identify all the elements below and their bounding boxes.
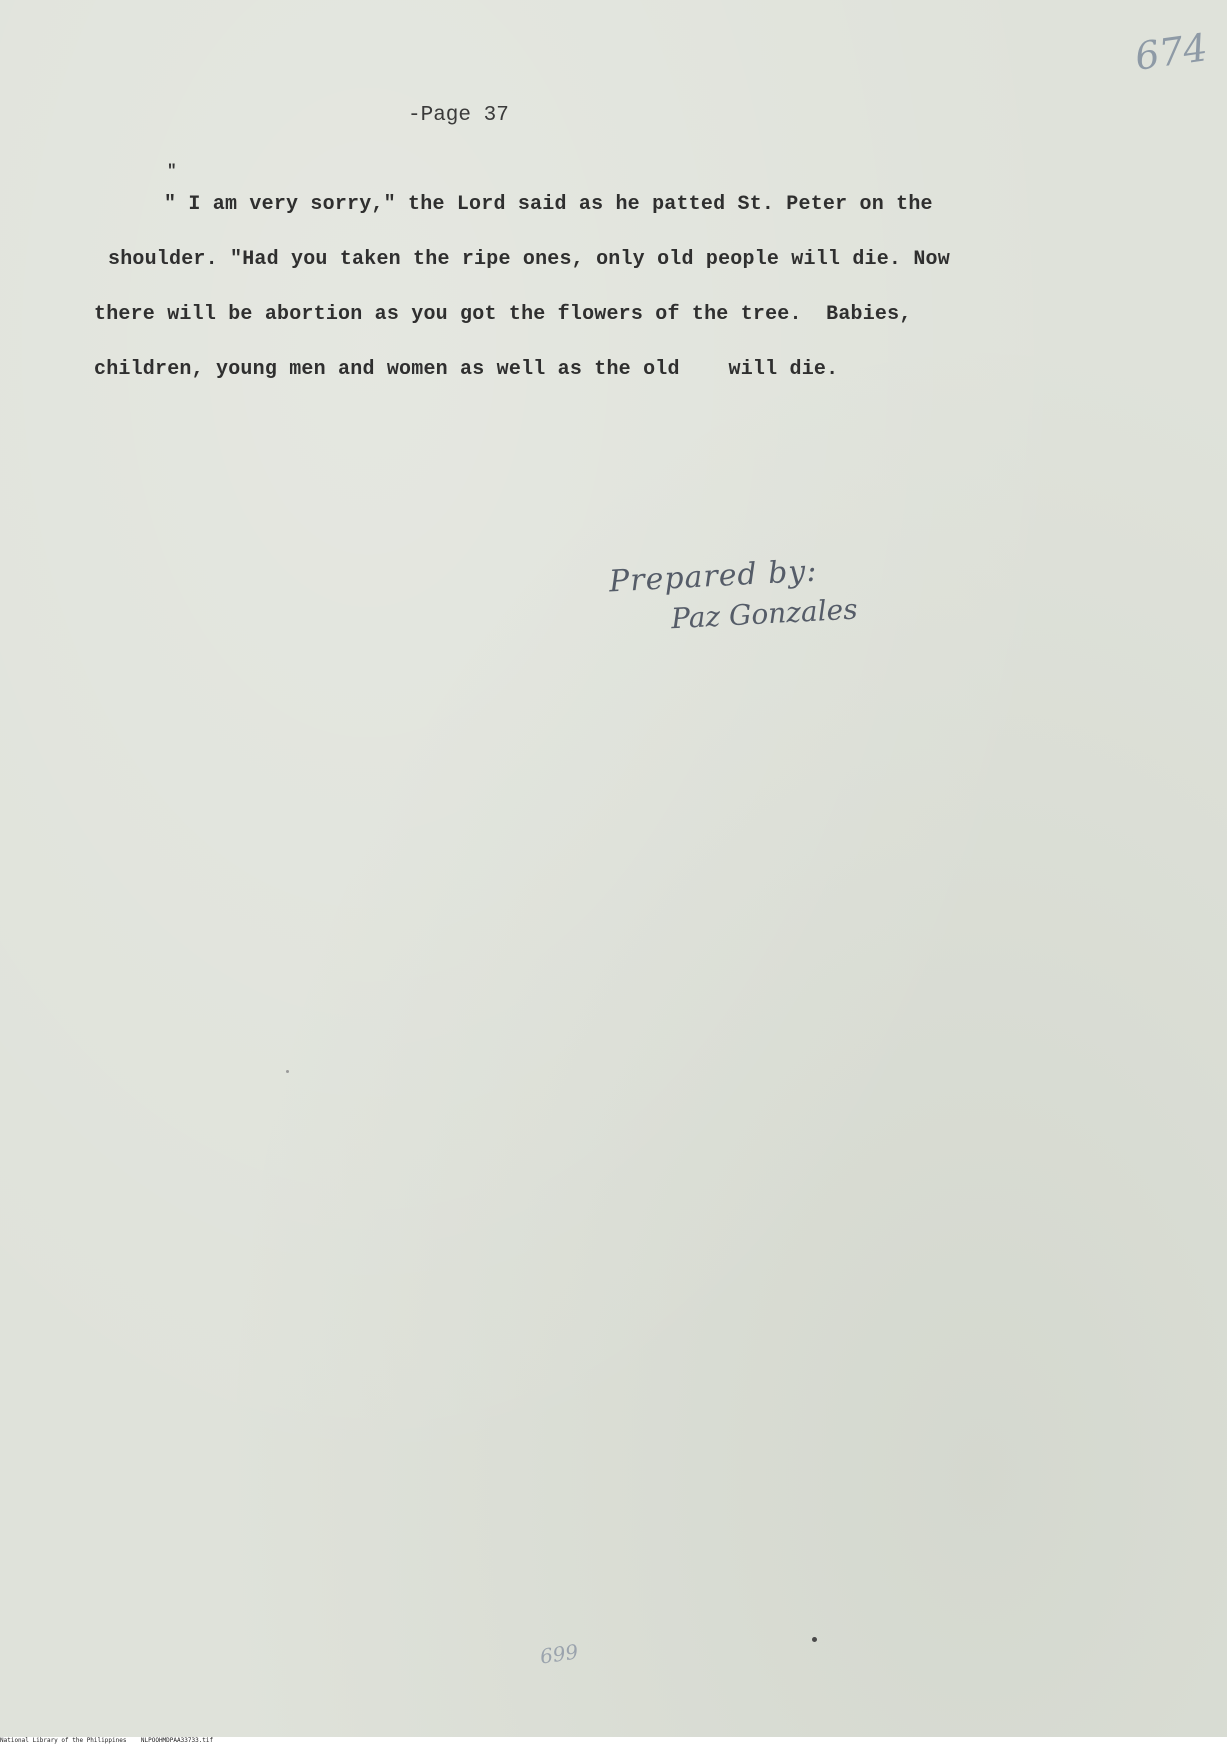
paper-speck (286, 1070, 289, 1073)
paragraph-line-4: children, young men and women as well as the old will die. (94, 358, 839, 381)
scan-footer (0, 1737, 1227, 1745)
bottom-archive-number: 699 (538, 1639, 580, 1669)
page-heading: -Page 37 (408, 104, 509, 127)
paragraph-line-2: shoulder. "Had you taken the ripe ones, only old people will die. Now (108, 248, 950, 271)
paper-speck (812, 1637, 817, 1642)
scan-footer-label: National Library of the Philippines NLPOOHMDPAA33733.tif (0, 1737, 214, 1744)
paragraph-line-1: " I am very sorry," the Lord said as he patted St. Peter on the (164, 193, 933, 216)
signature-name: Paz Gonzales (670, 592, 859, 636)
paragraph-line-3: there will be abortion as you got the flowers of the tree. Babies, (94, 303, 912, 326)
ditto-mark: " (167, 162, 177, 180)
typed-paragraph (94, 190, 1094, 410)
prepared-by-label: Prepared by: (608, 553, 819, 600)
archive-page-number: 674 (1132, 25, 1211, 79)
handwritten-signature (608, 552, 858, 639)
